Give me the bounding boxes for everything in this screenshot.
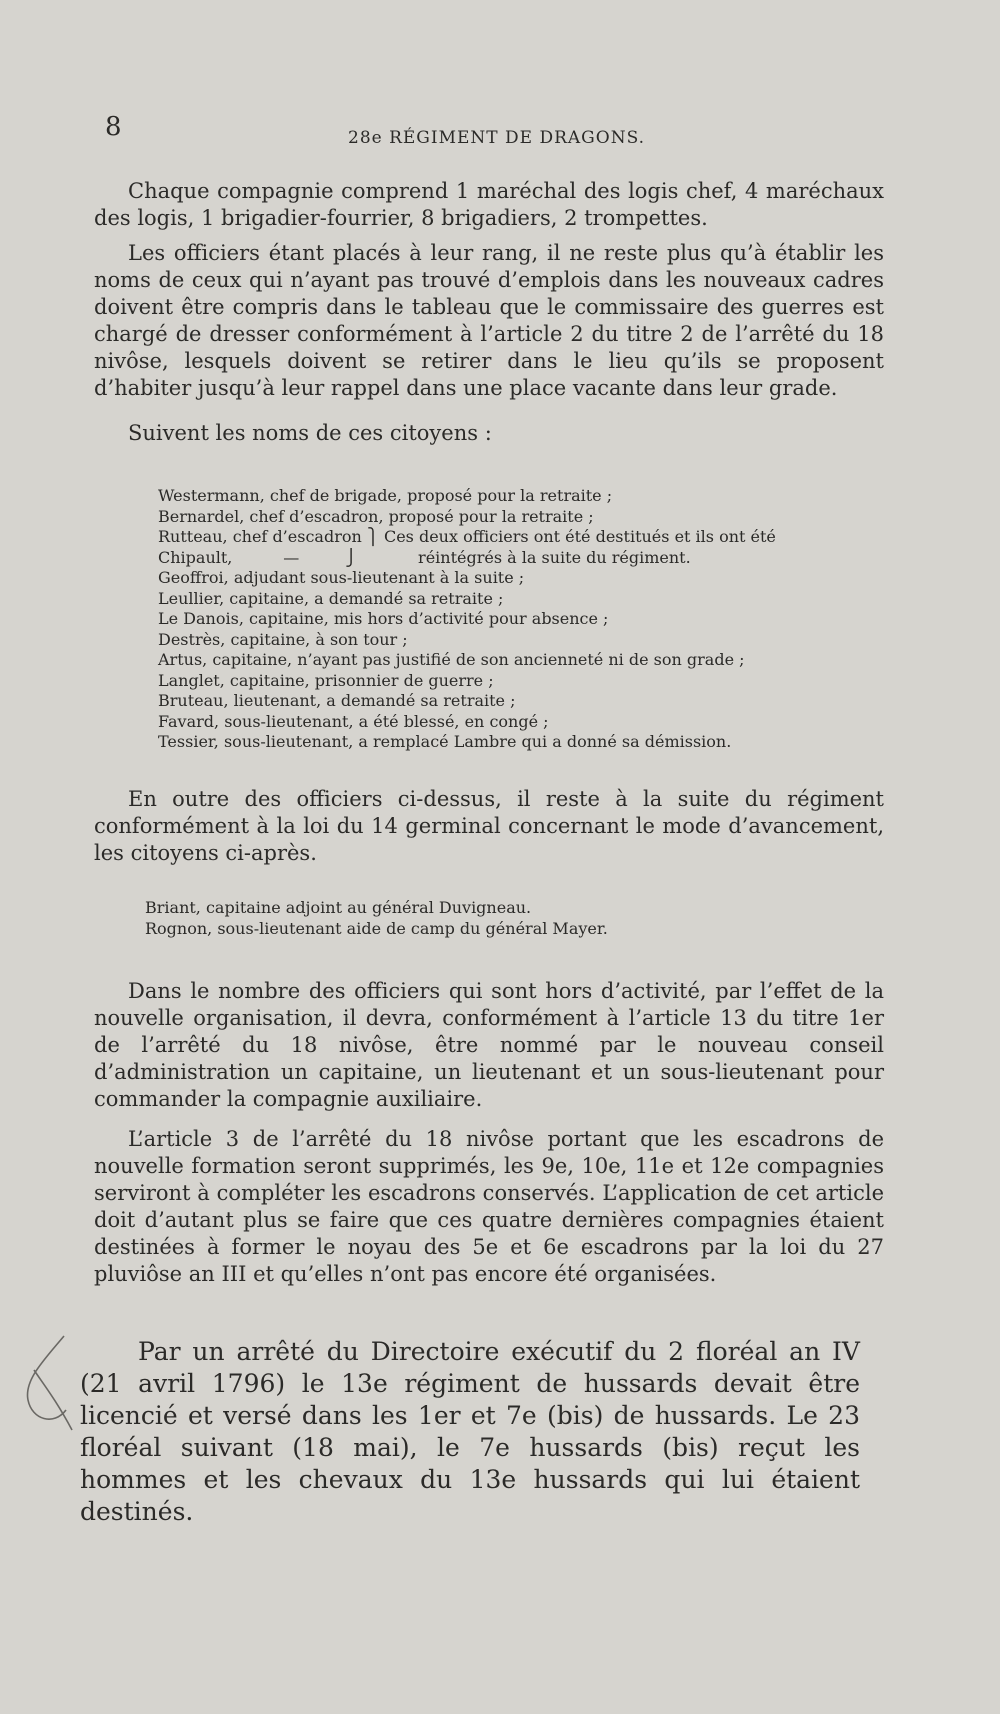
- list-item: Favard, sous-lieutenant, a été blessé, en congé ;: [158, 711, 549, 731]
- paragraph-hussards: Par un arrêté du Directoire exécutif du 2 floréal an IV (21 avril 1796) le 13e régiment de hussards devait être licencié et versé dans les 1er et 7e (bis) de hussards. Le 23 floréal suivant (18 mai), le 7e hussards (bis) reçut les hommes et les chevaux du 13e hussards qui lui étaient destinés.: [80, 1337, 860, 1526]
- paragraph-article-3: L’article 3 de l’arrêté du 18 nivôse portant que les escadrons de nouvelle formation seront supprimés, les 9e, 10e, 11e et 12e compagnies serviront à compléter les escadrons conservés. L’application de cet article doit d’autant plus se faire que ces quatre dernières compagnies étaient destinées à former le noyau des 5e et 6e escadrons par la loi du 27 pluviôse an III et qu’elles n’ont pas encore été organisées.: [94, 1127, 884, 1286]
- list-item: Westermann, chef de brigade, proposé pour la retraite ;: [158, 486, 613, 505]
- list-item: Leullier, capitaine, a demandé sa retraite ;: [158, 588, 504, 608]
- handwritten-margin-mark: [14, 1330, 84, 1440]
- paragraph-officers-placement: Les officiers étant placés à leur rang, il ne reste plus qu’à établir les noms de ceux qui n’ayant pas trouvé d’emplois dans les nouveaux cadres doivent être compris dans le tableau que le commissaire des guerres est chargé de dresser conformément à l’article 2 du titre 2 de l’arrêté du 18 nivôse, lesquels doivent se retirer dans le lieu qu’ils se proposent d’habiter jusqu’à leur rappel dans une place vacante dans leur grade.: [94, 241, 884, 400]
- paragraph-auxiliary-company: Dans le nombre des officiers qui sont hors d’activité, par l’effet de la nouvelle organisation, il devra, conformément à l’article 13 du titre 1er de l’arrêté du 18 nivôse, être nommé par le nouveau conseil d’administration un capitaine, un lieutenant et un sous-lieutenant pour commander la compagnie auxiliaire.: [94, 979, 884, 1111]
- paragraph-suite-officers: En outre des officiers ci-dessus, il reste à la suite du régiment conformément à la loi du 14 germinal concernant le mode d’avancement, les citoyens ci-après.: [94, 787, 884, 865]
- list-item: Bruteau, lieutenant, a demandé sa retraite ;: [158, 691, 516, 710]
- list-item: Geoffroi, adjudant sous-lieutenant à la suite ;: [158, 568, 525, 587]
- running-title: 28e RÉGIMENT DE DRAGONS.: [348, 128, 646, 148]
- list-item: Tessier, sous-lieutenant, a remplacé Lambre qui a donné sa démission.: [158, 732, 732, 751]
- paragraph-names-intro: Suivent les noms de ces citoyens :: [128, 421, 492, 445]
- list-item: Destrès, capitaine, à son tour ;: [158, 629, 408, 649]
- paragraph-company-composition: Chaque compagnie comprend 1 maréchal des logis chef, 4 maréchaux des logis, 1 brigadier-fourrier, 8 brigadiers, 2 trompettes.: [94, 179, 884, 230]
- list-item: Briant, capitaine adjoint au général Duvigneau.: [145, 898, 532, 917]
- page-number: 8: [105, 112, 122, 142]
- list-item: Langlet, capitaine, prisonnier de guerre ;: [158, 670, 494, 690]
- list-item: Chipault, — ⎭ réintégrés à la suite du régiment.: [158, 547, 691, 567]
- officer-list: [158, 486, 918, 753]
- list-item: Artus, capitaine, n’ayant pas justifié de son ancienneté ni de son grade ;: [158, 650, 745, 669]
- suite-list: [145, 898, 905, 939]
- list-item: Rognon, sous-lieutenant aide de camp du général Mayer.: [145, 918, 608, 938]
- list-item: Rutteau, chef d’escadron ⎫ Ces deux officiers ont été destitués et ils ont été: [158, 527, 776, 546]
- list-item: Le Danois, capitaine, mis hors d’activité pour absence ;: [158, 609, 609, 628]
- list-item: Bernardel, chef d’escadron, proposé pour la retraite ;: [158, 506, 594, 526]
